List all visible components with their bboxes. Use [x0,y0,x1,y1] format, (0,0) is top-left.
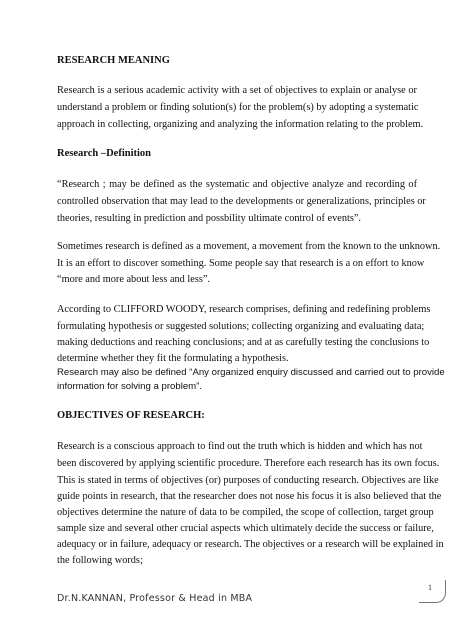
heading-research-meaning: RESEARCH MEANING [57,55,170,66]
para4-line: making deductions and reaching conclusions; and at as carefully testing the conclusions to [57,337,430,348]
para4-line: determine whether they fit the formulating a hypothesis. [57,353,289,364]
heading-objectives: OBJECTIVES OF RESEARCH: [57,410,205,421]
page-number: 1 [428,583,432,592]
para4-line: Research may also be defined “Any organized enquiry discussed and carried out to provide [57,367,445,378]
para5-line: adequacy or in failure, adequacy or research. The objectives or a research will be explained in [57,539,444,550]
para5-line: sample size and several other crucial aspects which ultimately decide the success or failure, [57,523,434,534]
para3-line: Sometimes research is defined as a movement, a movement from the known to the unknown. [57,241,441,252]
footer-author: Dr.N.KANNAN, Professor & Head in MBA [57,593,253,604]
para3-line: “more and more about less and less”. [57,274,210,285]
para4-line: According to CLIFFORD WOODY, research comprises, defining and redefining problems [57,304,431,315]
para4-line: information for solving a problem”. [57,381,203,392]
page-number-box [419,580,446,603]
para5-line: guide points in research, that the researcher does not nose his focus it is also believed that the [57,491,442,502]
heading-research-definition: Research –Definition [57,148,152,159]
para5-line: the following words; [57,555,143,566]
para1-line: understand a problem or finding solution(s) for the problem(s) by adopting a systematic [57,102,419,113]
para2-line: controlled observation that may lead to the developments or generalizations, principles or [57,196,426,207]
para5-line: Research is a conscious approach to find out the truth which is hidden and which has not [57,441,423,452]
para2-line: “Research ; may be defined as the systematic and objective analyze and recording of [57,179,417,190]
para5-line: objectives determine the nature of data to be compiled, the scope of collection, target group [57,507,434,518]
para5-line: been discovered by applying scientific procedure. Therefore each research has its own focus. [57,458,440,469]
para4-line: formulating hypothesis or suggested solutions; collecting organizing and evaluating data; [57,321,425,332]
para5-line: This is stated in terms of objectives (or) purposes of conducting research. Objectives are like [57,475,439,486]
para3-line: It is an effort to discover something. Some people say that research is a on effort to know [57,258,425,269]
para1-line: Research is a serious academic activity with a set of objectives to explain or analyse or [57,85,417,96]
para2-line: theories, resulting in prediction and possbility ultimate control of events”. [57,213,361,224]
para1-line: approach in collecting, organizing and analyzing the information relating to the problem. [57,119,424,130]
